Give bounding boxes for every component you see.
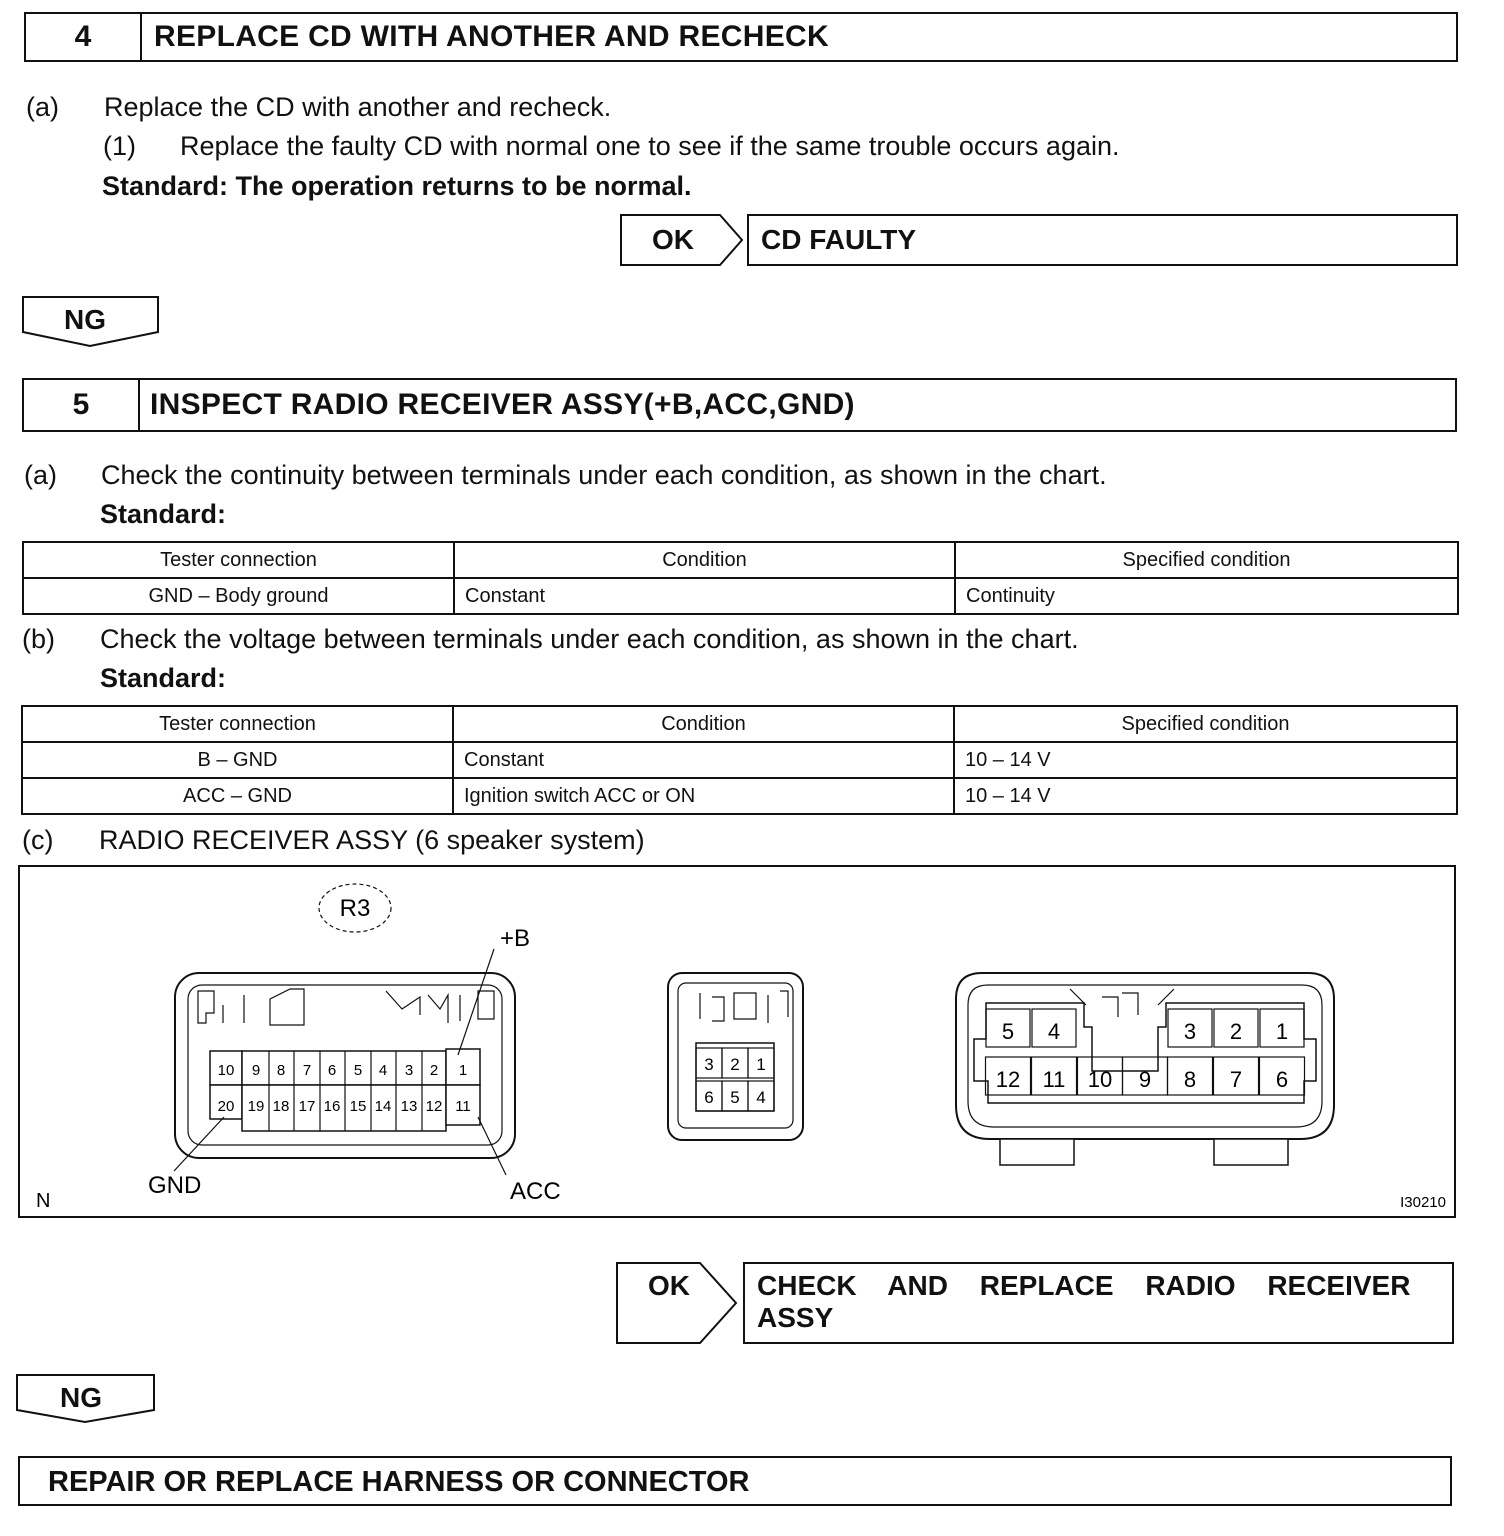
- step4-standard: Standard: The operation returns to be normal.: [102, 171, 692, 201]
- pin-number: 5: [1001, 1019, 1015, 1044]
- table-header-cell: Tester connection: [23, 542, 454, 578]
- pin-number: 4: [1047, 1019, 1061, 1044]
- step5-standard-a: Standard:: [100, 499, 227, 529]
- pin-number: 4: [378, 1062, 388, 1079]
- pin-number: 7: [302, 1062, 312, 1079]
- label-plus-b: +B: [500, 925, 531, 952]
- step4-ng-label: NG: [64, 304, 106, 335]
- connector-diagram: [18, 865, 1458, 1220]
- pin-number: 6: [327, 1062, 337, 1079]
- step5-item-c-text: RADIO RECEIVER ASSY (6 speaker system): [99, 825, 645, 855]
- pin-number: 7: [1229, 1067, 1243, 1092]
- table-cell: 10 – 14 V: [954, 742, 1457, 778]
- table-row: [22, 778, 1457, 814]
- pin-number: 12: [995, 1067, 1021, 1092]
- step5-item-c-label: (c): [22, 825, 54, 855]
- step4-sub1-text: Replace the faulty CD with normal one to see if the same trouble occurs again.: [180, 131, 1120, 161]
- step4-item-a-label: (a): [26, 92, 59, 122]
- step5-title: INSPECT RADIO RECEIVER ASSY(+B,ACC,GND): [150, 388, 855, 421]
- step5-item-a-text: Check the continuity between terminals under each condition, as shown in the chart.: [101, 460, 1107, 490]
- table-cell: Constant: [454, 578, 955, 614]
- pin-number: 20: [217, 1098, 235, 1115]
- step5-ok-result-line2: ASSY: [757, 1302, 834, 1333]
- table-cell: ACC – GND: [22, 778, 453, 814]
- table-cell: Ignition switch ACC or ON: [453, 778, 954, 814]
- pin-number: 1: [756, 1055, 766, 1074]
- pin-number: 5: [730, 1088, 740, 1107]
- table-header-row: [23, 542, 1458, 578]
- table-header-row: [22, 706, 1457, 742]
- pin-number: 1: [1275, 1019, 1289, 1044]
- step5-ng-label: NG: [60, 1382, 102, 1413]
- table-header-cell: Tester connection: [22, 706, 453, 742]
- table-row: [23, 578, 1458, 614]
- pin-number: 15: [349, 1098, 367, 1115]
- pin-number: 11: [455, 1098, 471, 1115]
- pin-number: 13: [400, 1098, 418, 1115]
- pin-number: 1: [458, 1062, 468, 1079]
- step5-ok-result-box: [743, 1262, 1454, 1344]
- step4-ok-label: OK: [652, 224, 694, 255]
- step5-ok-label: OK: [648, 1270, 690, 1301]
- pin-number: 3: [1183, 1019, 1197, 1044]
- pin-number: 6: [1275, 1067, 1289, 1092]
- pin-number: 14: [374, 1098, 392, 1115]
- table-row: [22, 742, 1457, 778]
- pin-number: 2: [1229, 1019, 1243, 1044]
- step5-number: 5: [24, 380, 140, 430]
- table-header-cell: Specified condition: [954, 706, 1457, 742]
- table-header-cell: Specified condition: [955, 542, 1458, 578]
- step4-ok-result: CD FAULTY: [761, 224, 917, 255]
- final-step-title: REPAIR OR REPLACE HARNESS OR CONNECTOR: [48, 1466, 750, 1498]
- step5-item-b-text: Check the voltage between terminals under each condition, as shown in the chart.: [100, 624, 1079, 654]
- pin-number: 18: [272, 1098, 290, 1115]
- voltage-table: [21, 705, 1458, 815]
- pin-number: 19: [247, 1098, 265, 1115]
- step4-sub1-label: (1): [103, 131, 136, 161]
- step4-ok-result-box: [747, 214, 1458, 266]
- step5-standard-b: Standard:: [100, 663, 227, 693]
- pin-number: 9: [1138, 1067, 1152, 1092]
- pin-number: 16: [323, 1098, 341, 1115]
- table-header-cell: Condition: [454, 542, 955, 578]
- label-gnd: GND: [148, 1172, 202, 1199]
- pin-number: 8: [276, 1062, 286, 1079]
- pin-number: 2: [730, 1055, 740, 1074]
- corner-n-label: N: [36, 1190, 51, 1212]
- pin-number: 8: [1183, 1067, 1197, 1092]
- table-cell: 10 – 14 V: [954, 778, 1457, 814]
- continuity-table: [22, 541, 1459, 615]
- pin-number: 2: [429, 1062, 439, 1079]
- pin-number: 17: [298, 1098, 316, 1115]
- table-cell: B – GND: [22, 742, 453, 778]
- step4-header: [24, 12, 1458, 62]
- table-header-cell: Condition: [453, 706, 954, 742]
- pin-number: 3: [704, 1055, 714, 1074]
- table-cell: GND – Body ground: [23, 578, 454, 614]
- final-step-box: [18, 1456, 1452, 1506]
- table-cell: Continuity: [955, 578, 1458, 614]
- pin-number: 10: [217, 1062, 235, 1079]
- connector-id-label: R3: [339, 895, 371, 922]
- pin-number: 5: [353, 1062, 363, 1079]
- pin-number: 4: [756, 1088, 766, 1107]
- pin-number: 9: [251, 1062, 261, 1079]
- step4-number: 4: [26, 14, 142, 60]
- pin-number: 3: [404, 1062, 414, 1079]
- step5-header: [22, 378, 1457, 432]
- step4-title: REPLACE CD WITH ANOTHER AND RECHECK: [154, 20, 829, 53]
- figure-code: I30210: [1400, 1194, 1446, 1211]
- pin-number: 6: [704, 1088, 714, 1107]
- pin-number: 12: [425, 1098, 443, 1115]
- label-acc: ACC: [510, 1178, 561, 1205]
- step4-item-a-text: Replace the CD with another and recheck.: [104, 92, 612, 122]
- table-cell: Constant: [453, 742, 954, 778]
- pin-number: 11: [1042, 1067, 1066, 1092]
- step5-item-b-label: (b): [22, 624, 55, 654]
- pin-number: 10: [1087, 1067, 1113, 1092]
- step5-ok-result-line1: CHECK AND REPLACE RADIO RECEIVER: [757, 1270, 1411, 1301]
- step5-item-a-label: (a): [24, 460, 57, 490]
